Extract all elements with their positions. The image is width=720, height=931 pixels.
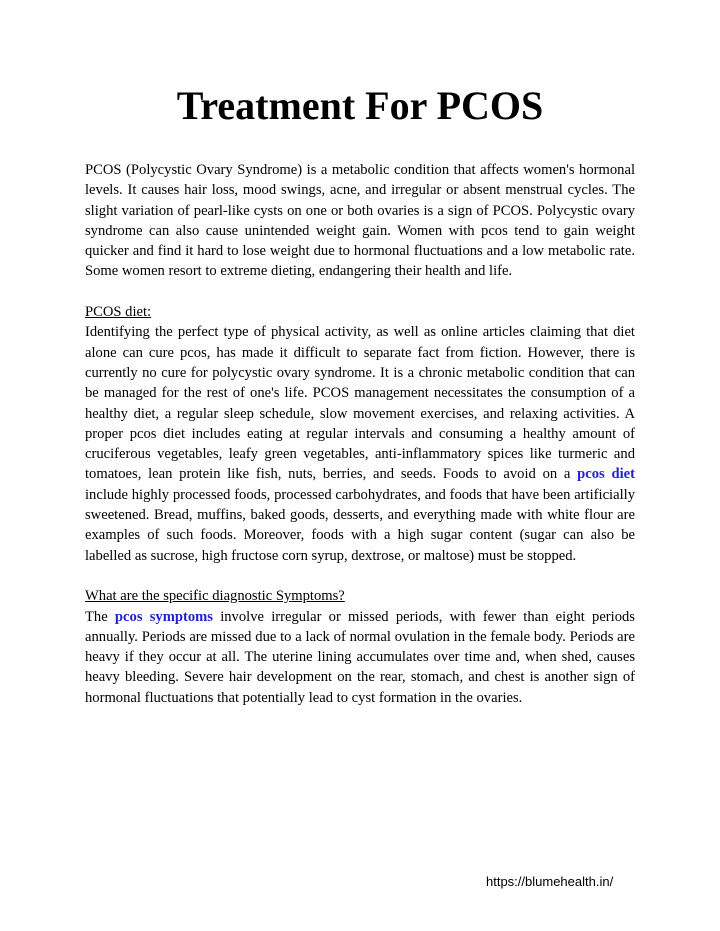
paragraph-spacer <box>85 282 635 302</box>
symptoms-heading: What are the specific diagnostic Symptoms? <box>85 588 345 605</box>
pcos-diet-link[interactable]: pcos diet <box>577 466 635 483</box>
symptoms-text-start: The <box>85 608 115 625</box>
diet-text-end: include highly processed foods, processed carbohydrates, and foods that have been artificially sweetened. Bread, muffins, baked goods, desserts, and everything made with white flour are examples of such foods. Moreover, foods with a high sugar content (sugar can also be labelled as sucrose, high fructose corn syrup, dextrose, or maltose) must be stopped. <box>85 486 635 564</box>
diet-heading: PCOS diet: <box>85 304 152 321</box>
page-title: Treatment For PCOS <box>176 83 544 128</box>
pcos-symptoms-link[interactable]: pcos symptoms <box>114 608 213 625</box>
symptoms-paragraph <box>85 607 635 708</box>
footer-url: https://blumehealth.in/ <box>486 874 614 889</box>
symptoms-text-end: involve irregular or missed periods, with fewer than eight periods annually. Periods are missed due to a lack of normal ovulation in the female body. Periods are heavy if they occur at all. The uterine lining accumulates over time and, when shed, causes heavy bleeding. Severe hair development on the rear, stomach, and chest is another sign of hormonal fluctuations that potentially lead to cyst formation in the ovaries. <box>85 608 635 706</box>
diet-paragraph <box>85 322 635 566</box>
diet-text-start: Identifying the perfect type of physical activity, as well as online articles claiming that diet alone can cure pcos, has made it difficult to separate fact from fiction. However, there is currently no cure for polycystic ovary syndrome. It is a chronic metabolic condition that can be managed for the rest of one's life. PCOS management necessitates the consumption of a healthy diet, a regular sleep schedule, slow movement exercises, and relaxing activities. A proper pcos diet includes eating at regular intervals and consuming a healthy amount of cruciferous vegetables, leafy green vegetables, anti-inflammatory spices like turmeric and tomatoes, lean protein like fish, nuts, berries, and seeds. Foods to avoid on a <box>85 324 635 483</box>
intro-paragraph: PCOS (Polycystic Ovary Syndrome) is a metabolic condition that affects women's hormonal levels. It causes hair loss, mood swings, acne, and irregular or absent menstrual cycles. The slight variation of pearl-like cysts on one or both ovaries is a sign of PCOS. Polycystic ovary syndrome can also cause unintended weight gain. Women with pcos tend to gain weight quicker and find it hard to lose weight due to hormonal fluctuations and a low metabolic rate. Some women resort to extreme dieting, endangering their health and life. <box>85 162 635 280</box>
document-body <box>85 160 635 708</box>
paragraph-spacer <box>85 566 635 586</box>
